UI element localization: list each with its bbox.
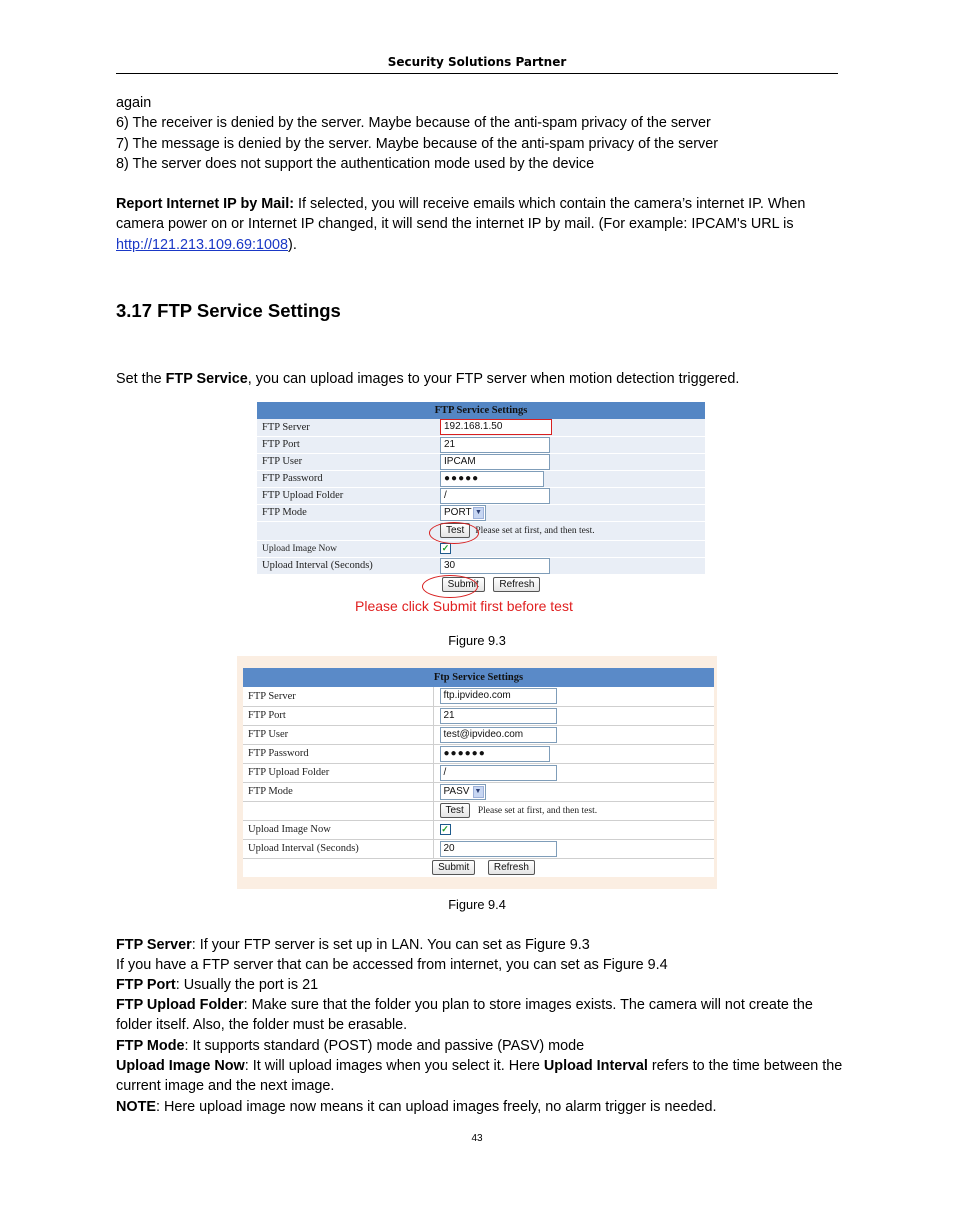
desc-interval-label: Upload Interval [543,1058,648,1074]
section-title: 3.17 FTP Service Settings [116,300,341,321]
ftp-port-label: FTP Port [262,439,300,450]
section-intro-bold: FTP Service [165,371,248,387]
upload-interval-label: Upload Interval (Seconds) [262,560,373,572]
upload-image-now-label: Upload Image Now [243,820,433,839]
desc-ftp-folder [116,995,844,1036]
upload-image-now-checkbox[interactable]: ✓ [441,824,449,835]
ftp-port-label: FTP Port [243,706,433,725]
ftp-folder-input[interactable]: / [440,765,557,781]
desc-upload-label: Upload Image Now [116,1058,245,1074]
test-highlight-oval [429,522,479,544]
desc-note-text: : Here upload image now means it can upload images freely, no alarm trigger is needed. [155,1099,717,1115]
desc-ftp-server [116,935,846,955]
page-header-title: Security Solutions Partner [387,55,567,69]
desc-internet-server: If you have a FTP server that can be accessed from internet, you can set as Figure 9.4 [116,957,668,973]
desc-ftp-server-text: : If your FTP server is set up in LAN. You can set as Figure 9.3 [191,937,590,953]
ftp-port-input[interactable]: 21 [440,708,557,724]
report-ip-tail: ). [288,236,297,253]
ftp-server-input[interactable]: ftp.ipvideo.com [440,688,557,704]
desc-note-label: NOTE [116,1099,156,1115]
upload-interval-input[interactable]: 20 [440,841,557,857]
submit-highlight-oval [422,575,478,598]
report-ip-text: If selected, you will receive emails which contain the camera’s internet IP. When camera power on or Internet IP changed, it will send the internet IP by mail. (For example: IPCAM's URL is [116,196,806,233]
ftp-server-label: FTP Server [243,687,433,706]
desc-ftp-folder-label: FTP Upload Folder [116,997,244,1013]
intro-line-7: 7) The message is denied by the server. Maybe because of the anti-spam privacy of the server [116,136,719,152]
submit-button[interactable]: Submit [442,577,485,592]
submit-button[interactable]: Submit [432,860,475,875]
desc-interval-text: refers to the time between the current image and the next image. [116,1058,843,1095]
desc-ftp-port-label: FTP Port [116,977,176,993]
ftp-mode-select[interactable] [440,784,486,800]
desc-ftp-port [116,975,846,995]
test-hint: Please set at first, and then test. [475,525,595,536]
ftp-user-input[interactable]: test@ipvideo.com [440,727,557,743]
empty-cell [257,521,434,540]
ftp-settings-form-9-4 [243,668,714,877]
chevron-down-icon: ▼ [473,786,484,798]
ftp-mode-label: FTP Mode [243,782,433,801]
desc-ftp-server-label: FTP Server [116,937,192,953]
ftp-folder-input[interactable]: / [440,488,550,504]
desc-ftp-mode-label: FTP Mode [116,1038,185,1054]
test-button[interactable]: Test [440,803,470,818]
report-ip-paragraph [116,194,841,255]
ftp-user-label: FTP User [262,456,303,467]
chevron-down-icon: ▼ [473,507,484,519]
header-divider [116,73,838,74]
ftp-password-input[interactable]: ●●●●●● [440,746,550,762]
ftp-mode-select[interactable] [440,505,486,521]
ftp-server-input[interactable]: 192.168.1.50 [440,419,552,435]
refresh-button[interactable]: Refresh [493,577,540,592]
form-header: Ftp Service Settings [433,672,524,683]
desc-ftp-folder-text: : Make sure that the folder you plan to store images exists. The camera will not create the folder itself. Also, the folder must be erasable. [116,997,813,1034]
ftp-mode-value: PORT [444,506,472,518]
figure-9-4-caption: Figure 9.4 [448,897,506,912]
ftp-user-label: FTP User [243,725,433,744]
ftp-password-label: FTP Password [262,473,323,484]
ftp-folder-label: FTP Upload Folder [243,763,433,782]
ftp-user-input[interactable]: IPCAM [440,454,550,470]
upload-image-now-label: Upload Image Now [262,543,337,554]
section-intro-post: , you can upload images to your FTP server when motion detection triggered. [247,371,740,387]
desc-ftp-mode-text: : It supports standard (POST) mode and passive (PASV) mode [184,1038,585,1054]
upload-interval-input[interactable]: 30 [440,558,550,574]
desc-note [116,1097,846,1117]
ftp-port-input[interactable]: 21 [440,437,550,453]
empty-cell [243,801,433,820]
report-ip-label: Report Internet IP by Mail: [116,196,295,212]
desc-upload-text: : It will upload images when you select it. Here [244,1058,544,1074]
ftp-settings-form-9-3 [257,402,705,594]
section-intro-pre: Set the [116,371,166,387]
upload-interval-label: Upload Interval (Seconds) [243,839,433,858]
test-hint: Please set at first, and then test. [477,805,598,816]
ftp-mode-value: PASV [443,785,470,797]
figure-9-3-caption: Figure 9.3 [448,633,506,648]
ftp-password-label: FTP Password [243,744,433,763]
ftp-server-label: FTP Server [262,421,310,433]
ftp-folder-label: FTP Upload Folder [262,490,344,501]
intro-line-6: 6) The receiver is denied by the server. Maybe because of the anti-spam privacy of the server [116,115,711,131]
upload-image-now-checkbox[interactable]: ✓ [441,543,450,554]
section-intro [116,369,846,389]
page-number: 43 [471,1133,483,1144]
example-url-link[interactable]: http://121.213.109.69:1008 [116,236,289,253]
intro-line-again: again [116,95,152,111]
ftp-password-input[interactable]: ●●●●● [440,471,544,487]
form-header: FTP Service Settings [434,405,528,416]
submit-first-note: Please click Submit first before test [355,598,573,614]
desc-upload-image [116,1056,844,1097]
intro-line-8: 8) The server does not support the authentication mode used by the device [116,156,595,172]
desc-ftp-mode [116,1036,846,1056]
refresh-button[interactable]: Refresh [488,860,535,875]
test-button[interactable]: Test [440,523,470,538]
ftp-mode-label: FTP Mode [262,507,307,518]
desc-ftp-port-text: : Usually the port is 21 [175,977,319,993]
